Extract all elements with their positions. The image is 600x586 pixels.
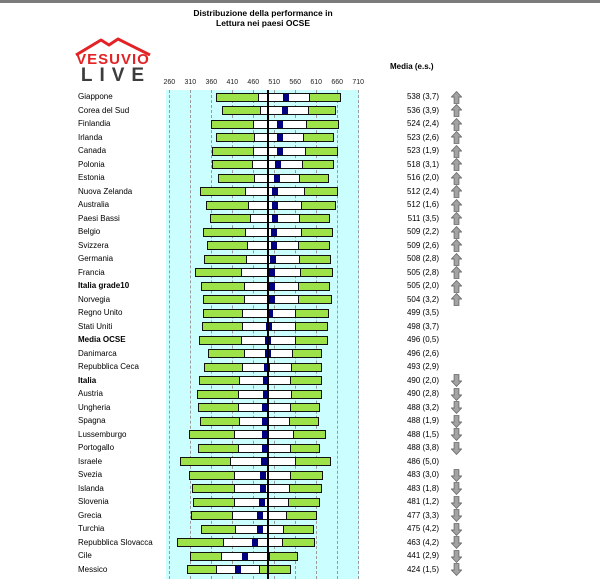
distribution-bar bbox=[191, 511, 317, 520]
country-label: Finlandia bbox=[78, 119, 111, 129]
mean-marker bbox=[242, 553, 248, 560]
p5-p25-band bbox=[196, 269, 242, 276]
mean-se-value: 496 (0,5) bbox=[406, 335, 439, 345]
mean-se-value: 523 (1,9) bbox=[406, 146, 439, 156]
p75-p95-band bbox=[269, 553, 297, 560]
country-label: Messico bbox=[78, 564, 108, 574]
country-label: Svezia bbox=[78, 470, 103, 480]
country-labels-column bbox=[78, 90, 166, 579]
p5-p25-band bbox=[217, 134, 255, 141]
mean-marker bbox=[277, 134, 283, 141]
mean-se-value: 498 (3,7) bbox=[406, 321, 439, 331]
p75-p95-band bbox=[299, 175, 328, 182]
mean-marker bbox=[261, 458, 267, 465]
x-axis-tick: 510 bbox=[268, 79, 281, 86]
x-axis-tick: 610 bbox=[310, 79, 323, 86]
mean-marker bbox=[269, 269, 275, 276]
country-label: Estonia bbox=[78, 173, 105, 183]
x-axis-tick: 260 bbox=[163, 79, 176, 86]
oecd-mean-reference-line bbox=[267, 90, 269, 579]
vesuvio-live-logo bbox=[68, 34, 158, 86]
gridline bbox=[337, 90, 338, 579]
country-label: Austria bbox=[78, 389, 103, 399]
country-label: Slovenia bbox=[78, 497, 109, 507]
p75-p95-band bbox=[259, 566, 289, 573]
p75-p95-band bbox=[302, 161, 333, 168]
mean-se-value: 477 (3,3) bbox=[406, 510, 439, 520]
p75-p95-band bbox=[298, 242, 329, 249]
mean-se-value: 486 (5,0) bbox=[406, 456, 439, 466]
mean-marker bbox=[272, 188, 278, 195]
p75-p95-band bbox=[290, 445, 320, 452]
mean-se-value: 488 (1,5) bbox=[406, 429, 439, 439]
country-label: Lussemburgo bbox=[78, 429, 127, 439]
distribution-bar bbox=[198, 444, 321, 453]
distribution-bar bbox=[180, 457, 331, 466]
country-label: Nuova Zelanda bbox=[78, 186, 133, 196]
p5-p25-band bbox=[213, 148, 254, 155]
mean-marker bbox=[274, 175, 280, 182]
country-label: Canada bbox=[78, 146, 107, 156]
country-label: Svizzera bbox=[78, 240, 109, 250]
chart-title-line2: Lettura nei paesi OCSE bbox=[216, 18, 310, 28]
mean-se-value: 463 (4,2) bbox=[406, 537, 439, 547]
distribution-bar bbox=[190, 552, 297, 561]
distribution-bar bbox=[216, 93, 341, 102]
chart-title-line1: Distribuzione della performance in bbox=[193, 8, 333, 18]
mean-se-value: 509 (2,6) bbox=[406, 240, 439, 250]
media-es-header: Media (e.s.) bbox=[390, 62, 434, 71]
distribution-bar bbox=[195, 268, 333, 277]
p5-p25-band bbox=[202, 526, 236, 533]
x-axis-tick-labels bbox=[163, 79, 364, 89]
mean-se-value: 512 (2,4) bbox=[406, 186, 439, 196]
mean-marker bbox=[257, 526, 263, 533]
p5-p25-band bbox=[219, 175, 255, 182]
mean-se-value: 483 (3,0) bbox=[406, 470, 439, 480]
p75-p95-band bbox=[290, 377, 320, 384]
distribution-bar bbox=[199, 336, 327, 345]
p5-p25-band bbox=[204, 229, 247, 236]
p5-p25-band bbox=[190, 431, 234, 438]
country-label: Danimarca bbox=[78, 348, 117, 358]
mean-se-value: 488 (1,9) bbox=[406, 416, 439, 426]
distribution-bar bbox=[210, 214, 330, 223]
p75-p95-band bbox=[282, 539, 314, 546]
distribution-bar bbox=[218, 174, 329, 183]
mean-marker bbox=[257, 512, 263, 519]
p75-p95-band bbox=[289, 485, 320, 492]
mean-se-value: 488 (3,2) bbox=[406, 402, 439, 412]
p75-p95-band bbox=[288, 499, 319, 506]
p75-p95-band bbox=[289, 418, 318, 425]
country-label: Paesi Bassi bbox=[78, 213, 120, 223]
mean-se-value: 475 (4,2) bbox=[406, 524, 439, 534]
p5-p25-band bbox=[200, 377, 240, 384]
distribution-bar bbox=[222, 106, 337, 115]
distribution-bar bbox=[199, 376, 322, 385]
country-label: Repubblica Slovacca bbox=[78, 537, 153, 547]
mean-marker bbox=[277, 148, 283, 155]
down-arrow-icon bbox=[451, 563, 462, 581]
distribution-bar bbox=[177, 538, 315, 547]
mean-marker bbox=[275, 161, 281, 168]
distribution-bar bbox=[204, 363, 321, 372]
p5-p25-band bbox=[211, 215, 251, 222]
p75-p95-band bbox=[309, 94, 340, 101]
mean-marker bbox=[283, 94, 289, 101]
p5-p25-band bbox=[223, 107, 261, 114]
p5-p25-band bbox=[188, 566, 218, 573]
p75-p95-band bbox=[300, 269, 332, 276]
p5-p25-band bbox=[204, 310, 244, 317]
p5-p25-band bbox=[207, 202, 249, 209]
country-label: Belgio bbox=[78, 227, 101, 237]
mean-se-value: 499 (3,5) bbox=[406, 308, 439, 318]
distribution-bar bbox=[201, 525, 314, 534]
distribution-bar bbox=[192, 484, 322, 493]
p5-p25-band bbox=[209, 350, 246, 357]
mean-se-value: 509 (2,2) bbox=[406, 227, 439, 237]
mean-se-value: 512 (1,6) bbox=[406, 200, 439, 210]
p75-p95-band bbox=[299, 215, 328, 222]
p75-p95-band bbox=[290, 404, 320, 411]
plot-area bbox=[166, 90, 359, 579]
distribution-bar bbox=[197, 390, 323, 399]
p75-p95-band bbox=[295, 458, 330, 465]
mean-marker bbox=[282, 107, 288, 114]
distribution-bar bbox=[211, 120, 339, 129]
p5-p25-band bbox=[204, 296, 246, 303]
mean-marker bbox=[252, 539, 258, 546]
p75-p95-band bbox=[283, 526, 313, 533]
p5-p25-band bbox=[205, 364, 243, 371]
p75-p95-band bbox=[295, 337, 327, 344]
p5-p25-band bbox=[194, 499, 236, 506]
x-axis-tick: 560 bbox=[289, 79, 302, 86]
p75-p95-band bbox=[292, 350, 321, 357]
mean-se-value: 505 (2,0) bbox=[406, 281, 439, 291]
distribution-bar bbox=[200, 417, 319, 426]
mean-marker bbox=[259, 499, 265, 506]
country-label: Regno Unito bbox=[78, 308, 123, 318]
country-label: Portogallo bbox=[78, 443, 115, 453]
x-axis-tick: 360 bbox=[205, 79, 218, 86]
gridline bbox=[190, 90, 191, 579]
distribution-bar bbox=[203, 309, 329, 318]
p5-p25-band bbox=[200, 337, 242, 344]
mean-se-value: 518 (3,1) bbox=[406, 159, 439, 169]
values-column bbox=[392, 90, 439, 579]
p5-p25-band bbox=[178, 539, 224, 546]
up-arrow-icon bbox=[451, 293, 462, 311]
x-axis-tick: 460 bbox=[247, 79, 260, 86]
distribution-bar bbox=[189, 471, 322, 480]
p5-p25-band bbox=[199, 445, 239, 452]
p5-p25-band bbox=[202, 283, 245, 290]
country-label: Irlanda bbox=[78, 132, 103, 142]
distribution-bar bbox=[187, 565, 291, 574]
p5-p25-band bbox=[190, 472, 234, 479]
p75-p95-band bbox=[299, 256, 330, 263]
country-label: Polonia bbox=[78, 159, 105, 169]
p75-p95-band bbox=[308, 107, 335, 114]
country-label: Norvegia bbox=[78, 294, 111, 304]
mean-marker bbox=[269, 296, 275, 303]
mean-se-value: 538 (3,7) bbox=[406, 92, 439, 101]
down-arrow-icon bbox=[451, 442, 462, 460]
mean-se-value: 483 (1,8) bbox=[406, 483, 439, 493]
country-label: Ungheria bbox=[78, 402, 111, 412]
mean-marker bbox=[260, 472, 266, 479]
p5-p25-band bbox=[212, 121, 254, 128]
country-label: Turchia bbox=[78, 524, 105, 534]
distribution-bar bbox=[212, 160, 334, 169]
p75-p95-band bbox=[295, 323, 327, 330]
country-label: Italia bbox=[78, 375, 97, 385]
mean-marker bbox=[269, 283, 275, 290]
p5-p25-band bbox=[191, 553, 222, 560]
p75-p95-band bbox=[301, 202, 335, 209]
distribution-bar bbox=[208, 349, 322, 358]
p75-p95-band bbox=[298, 283, 329, 290]
p75-p95-band bbox=[291, 391, 321, 398]
mean-marker bbox=[272, 215, 278, 222]
x-axis-tick: 410 bbox=[226, 79, 239, 86]
p75-p95-band bbox=[295, 310, 327, 317]
mean-se-value: 424 (1,5) bbox=[406, 564, 439, 574]
mean-se-value: 488 (3,8) bbox=[406, 443, 439, 453]
window-top-border bbox=[0, 0, 600, 3]
gridline bbox=[358, 90, 359, 579]
country-label: Islanda bbox=[78, 483, 104, 493]
p5-p25-band bbox=[203, 323, 243, 330]
p75-p95-band bbox=[303, 134, 333, 141]
p5-p25-band bbox=[192, 512, 233, 519]
p75-p95-band bbox=[305, 148, 337, 155]
mean-se-value: 490 (2,8) bbox=[406, 389, 439, 399]
country-label: Repubblica Ceca bbox=[78, 362, 139, 372]
p5-p25-band bbox=[213, 161, 252, 168]
mean-marker bbox=[271, 229, 277, 236]
country-label: Giappone bbox=[78, 92, 113, 101]
p5-p25-band bbox=[205, 256, 247, 263]
mean-se-value: 523 (2,6) bbox=[406, 132, 439, 142]
mean-marker bbox=[260, 485, 266, 492]
country-label: Germania bbox=[78, 254, 114, 264]
x-axis-tick: 310 bbox=[184, 79, 197, 86]
mean-se-value: 481 (1,2) bbox=[406, 497, 439, 507]
p75-p95-band bbox=[293, 431, 325, 438]
logo-text-live: LIVE bbox=[80, 65, 152, 86]
distribution-bar bbox=[201, 282, 330, 291]
p5-p25-band bbox=[198, 391, 240, 398]
mean-marker bbox=[272, 202, 278, 209]
distribution-bar bbox=[189, 430, 325, 439]
p75-p95-band bbox=[304, 188, 337, 195]
p5-p25-band bbox=[201, 418, 240, 425]
mean-marker bbox=[270, 256, 276, 263]
logo-text-vesuvio: VESUVIO bbox=[76, 51, 150, 68]
country-label: Australia bbox=[78, 200, 110, 210]
country-label: Corea del Sud bbox=[78, 105, 130, 115]
country-label: Grecia bbox=[78, 510, 102, 520]
p5-p25-band bbox=[208, 242, 249, 249]
mean-se-value: 536 (3,9) bbox=[406, 105, 439, 115]
mean-se-value: 505 (2,8) bbox=[406, 267, 439, 277]
mean-se-value: 490 (2,0) bbox=[406, 375, 439, 385]
p75-p95-band bbox=[290, 472, 322, 479]
distribution-bar bbox=[216, 133, 334, 142]
p5-p25-band bbox=[201, 188, 246, 195]
mean-se-value: 524 (2,4) bbox=[406, 119, 439, 129]
p5-p25-band bbox=[193, 485, 236, 492]
x-axis-tick: 710 bbox=[352, 79, 364, 86]
gridline bbox=[169, 90, 170, 579]
mean-se-value: 441 (2,9) bbox=[406, 551, 439, 561]
mean-se-value: 496 (2,6) bbox=[406, 348, 439, 358]
mean-se-value: 508 (2,8) bbox=[406, 254, 439, 264]
country-label: Francia bbox=[78, 267, 105, 277]
mean-marker bbox=[235, 566, 241, 573]
mean-marker bbox=[277, 121, 283, 128]
distribution-bar bbox=[198, 403, 321, 412]
mean-marker bbox=[271, 242, 277, 249]
p5-p25-band bbox=[181, 458, 231, 465]
country-label: Israele bbox=[78, 456, 103, 466]
p75-p95-band bbox=[291, 364, 321, 371]
country-label: Cile bbox=[78, 551, 92, 561]
p75-p95-band bbox=[306, 121, 338, 128]
mean-se-value: 493 (2,9) bbox=[406, 362, 439, 372]
p5-p25-band bbox=[217, 94, 259, 101]
x-axis-tick: 660 bbox=[331, 79, 344, 86]
country-label: Italia grade10 bbox=[78, 281, 130, 291]
chart-title bbox=[103, 8, 423, 28]
distribution-bar bbox=[206, 201, 336, 210]
p75-p95-band bbox=[301, 229, 332, 236]
p5-p25-band bbox=[199, 404, 239, 411]
mean-se-value: 504 (3,2) bbox=[406, 294, 439, 304]
country-label: Stati Uniti bbox=[78, 321, 113, 331]
mean-se-value: 511 (3,5) bbox=[407, 213, 439, 223]
p75-p95-band bbox=[298, 296, 331, 303]
p75-p95-band bbox=[286, 512, 317, 519]
distribution-bar bbox=[202, 322, 328, 331]
distribution-bar bbox=[193, 498, 320, 507]
distribution-bar bbox=[212, 147, 338, 156]
country-label: Media OCSE bbox=[78, 335, 126, 345]
mean-se-value: 516 (2,0) bbox=[406, 173, 439, 183]
significance-arrows-column bbox=[451, 90, 465, 579]
country-label: Spagna bbox=[78, 416, 106, 426]
